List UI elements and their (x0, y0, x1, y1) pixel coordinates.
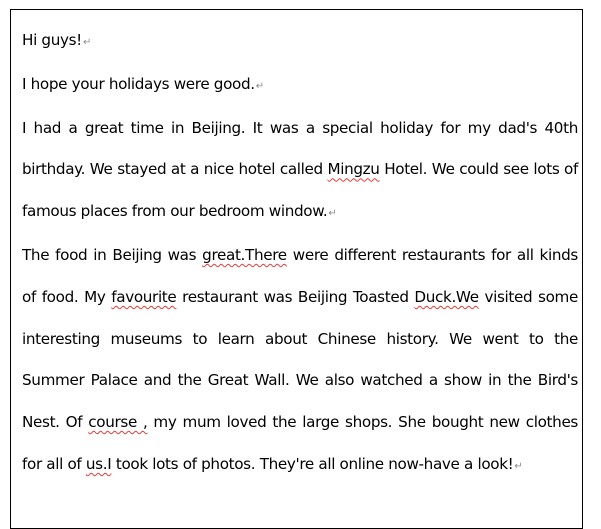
spellcheck-word[interactable]: course , (88, 413, 148, 432)
spellcheck-word[interactable]: favourite (111, 287, 177, 306)
spellcheck-word[interactable]: great.There (202, 245, 287, 264)
body-text: I had a great time in Beijing. It was a special holiday for my dad's 40th birthday. We stayed at a nice hotel called (22, 118, 578, 179)
paragraph-mark-icon: ↵ (328, 208, 337, 220)
spellcheck-word[interactable]: Duck.We (414, 287, 479, 306)
intro-text: I hope your holidays were good. (22, 74, 255, 93)
body-text: were different restaurants for all kinds of food. My (22, 245, 578, 306)
food-paragraph (22, 235, 578, 488)
body-text: visited some interesting museums to learn about Chinese history. We went to the Summer Palace and the Great Wall. We also watched a show in the Bird's Nest. Of (22, 287, 578, 432)
body-text: The food in Beijing was (22, 245, 203, 264)
paragraph-mark-icon: ↵ (82, 37, 92, 48)
intro-paragraph (22, 64, 578, 108)
paragraph-mark-icon: ↵ (514, 460, 523, 472)
body-text: Hotel. We could see lots of famous places from our bedroom window. (22, 160, 578, 221)
spellcheck-word[interactable]: Mingzu (327, 160, 380, 179)
greeting-paragraph (22, 20, 578, 64)
body-text: took lots of photos. They're all online now-have a look! (111, 454, 514, 473)
document-frame (10, 9, 583, 529)
greeting-text: Hi guys! (22, 31, 82, 49)
body-text: my mum loved the large shops. She bought new clothes for all of (22, 413, 578, 473)
spellcheck-word[interactable]: us.I (85, 454, 112, 473)
body-text: restaurant was Beijing Toasted (176, 287, 415, 306)
beijing-paragraph (22, 108, 578, 235)
paragraph-mark-icon: ↵ (255, 80, 265, 92)
document-body[interactable] (22, 20, 578, 488)
